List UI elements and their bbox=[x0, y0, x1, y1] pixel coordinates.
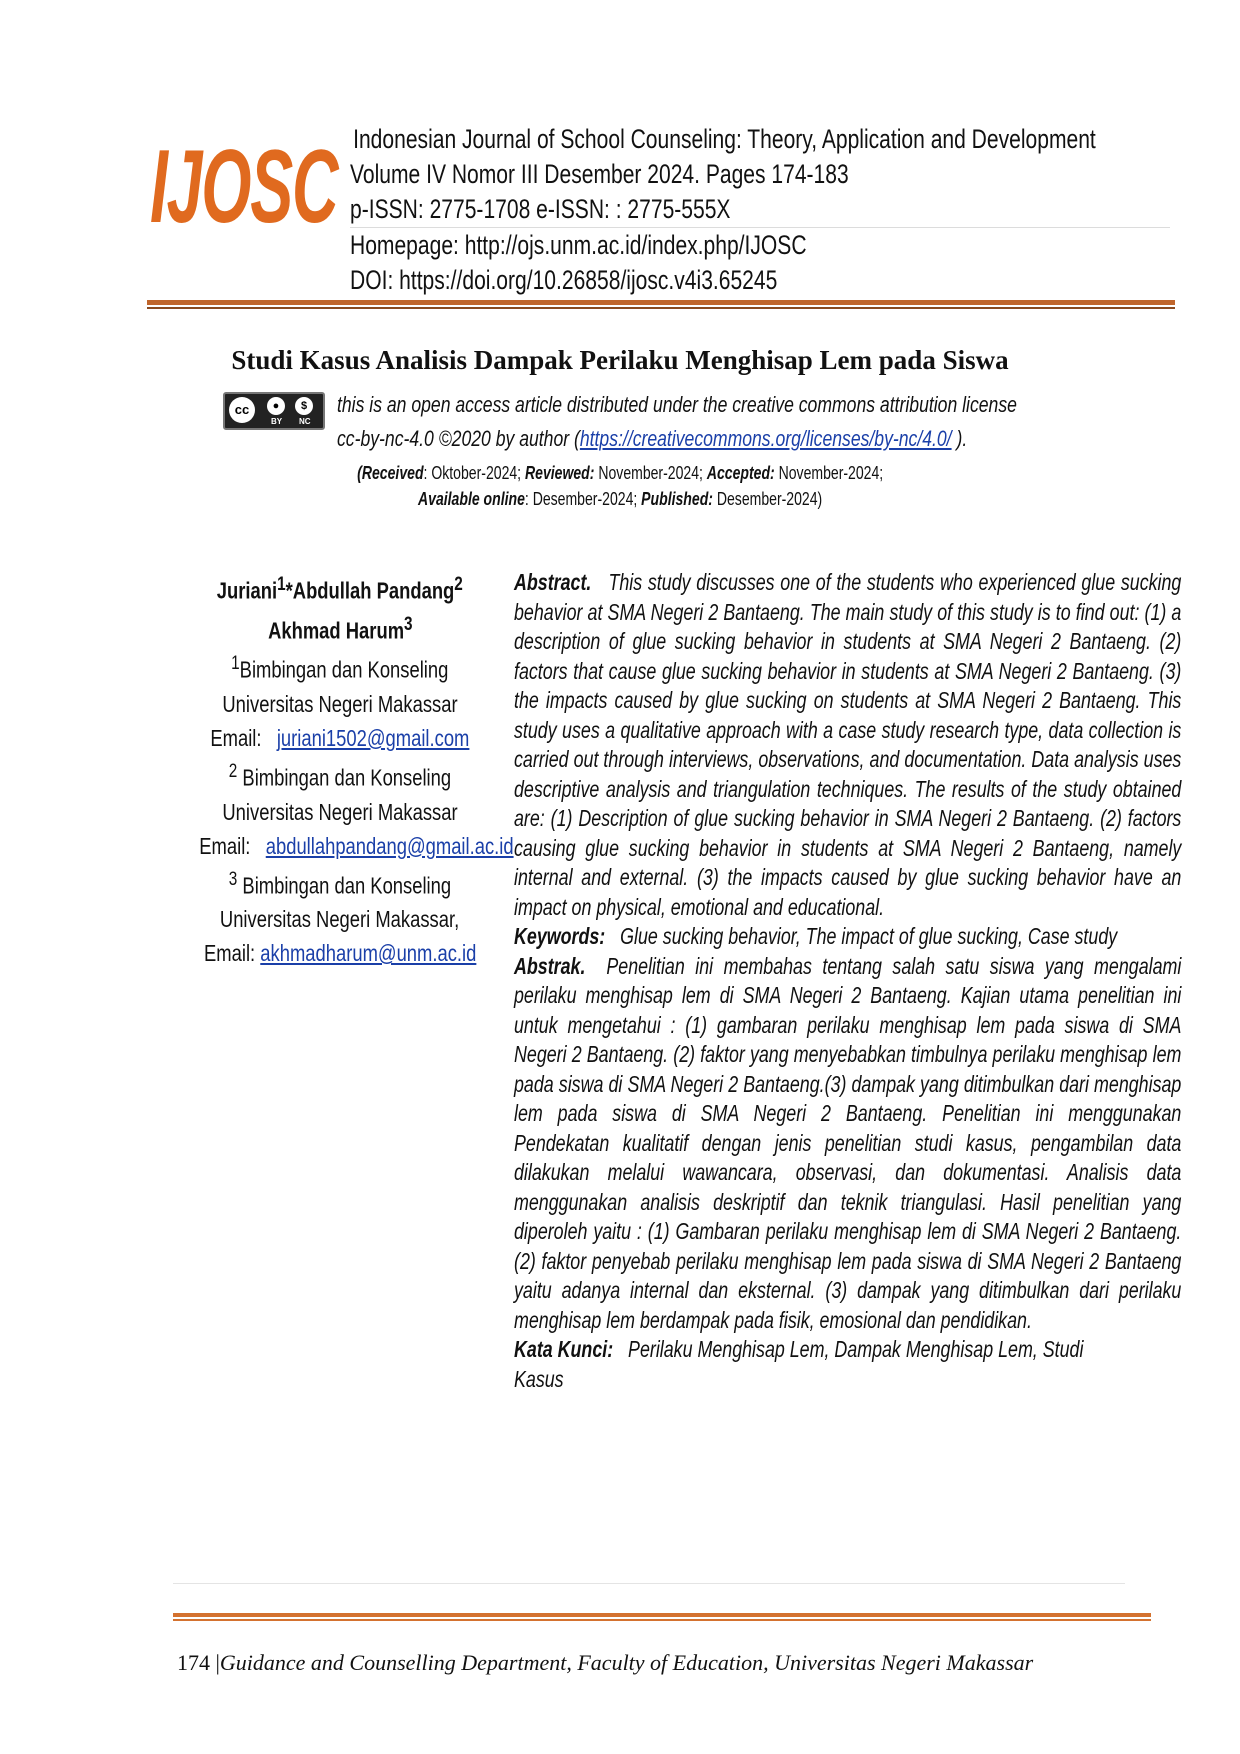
person-icon: ● bbox=[267, 397, 285, 415]
header-rule bbox=[147, 300, 1175, 305]
license-suffix: ). bbox=[951, 426, 968, 451]
abstract-en bbox=[514, 568, 1181, 922]
aff-2-sup: 2 bbox=[228, 760, 238, 782]
footer-text: Guidance and Counselling Department, Faculty of Education, Universitas Negeri Makassar bbox=[219, 1650, 1034, 1675]
email-label: Email: bbox=[203, 940, 261, 967]
aff-2-dept-text: Bimbingan dan Konseling bbox=[237, 764, 452, 791]
author-3-email-link[interactable]: akhmadharum@unm.ac.id bbox=[260, 940, 477, 967]
aff-3-dept-text: Bimbingan dan Konseling bbox=[237, 872, 452, 899]
journal-volume: Volume IV Nomor III Desember 2024. Pages 174-183 bbox=[350, 159, 849, 189]
noncommercial-icon: $ bbox=[295, 397, 313, 415]
cc-license-icon bbox=[223, 392, 325, 430]
cc-icon: cc bbox=[229, 397, 255, 423]
license-prefix: cc-by-nc-4.0 ©2020 by author ( bbox=[337, 426, 580, 451]
author-1-email-link[interactable]: juriani1502@gmail.com bbox=[276, 724, 470, 751]
author-1-sup: 1 bbox=[277, 574, 286, 595]
affiliation-1-univ: Universitas Negeri Makassar bbox=[222, 690, 458, 717]
accepted-label: Accepted: bbox=[706, 463, 775, 483]
keywords-id bbox=[514, 1335, 1181, 1394]
published-date: Desember-2024) bbox=[712, 489, 823, 509]
affiliation-2-dept bbox=[229, 755, 451, 795]
affiliation-3-email bbox=[204, 936, 476, 970]
journal-info bbox=[350, 122, 1170, 298]
journal-logo: IJOSC bbox=[150, 129, 338, 245]
license-line-2 bbox=[337, 422, 977, 456]
reviewed-label: Reviewed: bbox=[524, 463, 595, 483]
dates-line-2 bbox=[418, 486, 822, 512]
keywords-en-text: Glue sucking behavior, The impact of glue sucking, Case study bbox=[620, 923, 1118, 949]
author-2-name: *Abdullah Pandang bbox=[285, 577, 455, 604]
license-link[interactable]: https://creativecommons.org/licenses/by-nc/4.0/ bbox=[579, 426, 952, 451]
author-block bbox=[160, 568, 520, 970]
journal-doi: DOI: https://doi.org/10.26858/ijosc.v4i3.65245 bbox=[350, 265, 778, 295]
header-rule-thin bbox=[147, 307, 1175, 309]
abstract-en-label: Abstract. bbox=[514, 569, 592, 595]
keywords-en bbox=[514, 922, 1181, 952]
aff-1-dept-text: Bimbingan dan Konseling bbox=[239, 656, 449, 683]
affiliation-1-email bbox=[210, 721, 469, 755]
journal-name: Indonesian Journal of School Counseling: Theory, Application and Development bbox=[353, 124, 1096, 154]
publication-dates bbox=[0, 460, 1240, 512]
cc-by-label: BY bbox=[271, 417, 283, 426]
available-label: Available online bbox=[417, 489, 525, 509]
footer-rule bbox=[173, 1613, 1151, 1617]
affiliation-1-dept bbox=[231, 647, 448, 687]
received-date: : Oktober-2024; bbox=[423, 463, 525, 483]
license-statement bbox=[337, 388, 1137, 456]
reviewed-date: November-2024; bbox=[594, 463, 707, 483]
abstract-id-text: Penelitian ini membahas tentang salah satu siswa yang mengalami perilaku menghisap lem di SMA Negeri 2 Bantaeng. Kajian utama penelitian ini untuk mengetahui : (1) gambaran perilaku menghisap lem pada siswa di SMA Negeri 2 Bantaeng. (2) faktor yang menyebabkan timbulnya perilaku menghisap lem pada siswa di SMA Negeri 2 Bantaeng.(3) dampak yang ditimbulkan dari menghisap lem pada siswa di SMA Negeri 2 Bantaeng. Penelitian ini menggunakan Pendekatan kualitatif dengan jenis penelitian studi kasus, pengambilan data dilakukan melalui wawancara, observasi, dan dokumentasi. Analisis data menggunakan analisis deskriptif dan teknik triangulasi. Hasil penelitian yang diperoleh yaitu : (1) Gambaran perilaku menghisap lem di SMA Negeri 2 Bantaeng. (2) faktor penyebab perilaku menghisap lem pada siswa di SMA Negeri 2 Bantaeng yaitu adanya internal dan eksternal. (3) dampak yang ditimbulkan dari perilaku menghisap lem berdampak pada fisik, emosional dan pendidikan. bbox=[514, 952, 1182, 1333]
author-1-name: Juriani bbox=[216, 577, 278, 604]
abstract-id-label: Abstrak. bbox=[514, 952, 586, 979]
abstract-id bbox=[514, 952, 1181, 1336]
dates-line-1: (Received: Oktober-2024; Reviewed: November-2024; Accepted: November-2024; bbox=[356, 463, 884, 483]
license-line-1: this is an open access article distributed under the creative commons attribution license bbox=[337, 392, 1017, 417]
cc-nc-label: NC bbox=[299, 417, 311, 426]
accepted-date: November-2024; bbox=[774, 463, 884, 483]
footer-rule-thin bbox=[173, 1619, 1151, 1621]
affiliation-3-univ: Universitas Negeri Makassar, bbox=[220, 906, 460, 933]
keywords-en-label: Keywords: bbox=[514, 923, 606, 949]
abstract-column bbox=[514, 568, 1182, 1394]
aff-3-sup: 3 bbox=[228, 868, 238, 890]
keywords-id-line-2: Kasus bbox=[514, 1365, 564, 1392]
author-2-sup: 2 bbox=[454, 574, 464, 595]
email-label: Email: bbox=[199, 832, 251, 859]
author-3-name: Akhmad Harum bbox=[267, 617, 404, 644]
affiliation-3-dept bbox=[229, 863, 451, 903]
published-label: Published: bbox=[641, 489, 713, 509]
page-footer bbox=[177, 1650, 1177, 1676]
aff-1-sup: 1 bbox=[231, 653, 240, 675]
email-label: Email: bbox=[210, 724, 262, 751]
affiliation-2-univ: Universitas Negeri Makassar bbox=[222, 798, 458, 825]
journal-homepage: Homepage: http://ojs.unm.ac.id/index.php/IJOSC bbox=[350, 230, 807, 260]
received-label: Received bbox=[361, 463, 424, 483]
available-date: : Desember-2024; bbox=[524, 489, 642, 509]
abstract-en-text: This study discusses one of the students who experienced glue sucking behavior at SMA Negeri 2 Bantaeng. The main study of this study is to find out: (1) a description of glue sucking behavior in students at SMA Negeri 2 Bantaeng. (2) factors that cause glue sucking behavior in students at SMA Negeri 2 Bantaeng. (3) the impacts caused by glue sucking on students at SMA Negeri 2 Bantaeng. This study uses a qualitative approach with a case study research type, data collection is carried out through interviews, observations, and documentation. Data analysis uses descriptive analysis and triangulation techniques. The results of the study obtained are: (1) Description of glue sucking behavior in SMA Negeri 2 Bantaeng. (2) factors causing glue sucking behavior in students at SMA Negeri 2 Bantaeng, namely internal and external. (3) the impacts caused by glue sucking behavior have an impact on physical, emotional and educational. bbox=[514, 569, 1182, 920]
keywords-id-line-1: Perilaku Menghisap Lem, Dampak Menghisap Lem, Studi bbox=[628, 1336, 1084, 1362]
author-names-line-2 bbox=[268, 608, 413, 648]
author-2-email-link[interactable]: abdullahpandang@gmail.ac.id bbox=[265, 832, 514, 859]
footer-rule-light bbox=[173, 1583, 1125, 1584]
page-number: 174 | bbox=[177, 1650, 220, 1675]
author-names-line-1 bbox=[217, 568, 463, 608]
affiliation-2-email bbox=[199, 829, 513, 863]
paper-title: Studi Kasus Analisis Dampak Perilaku Menghisap Lem pada Siswa bbox=[231, 345, 1009, 375]
author-3-sup: 3 bbox=[403, 613, 413, 635]
keywords-id-label: Kata Kunci: bbox=[514, 1336, 614, 1362]
journal-issn: p-ISSN: 2775-1708 e-ISSN: : 2775-555X bbox=[350, 194, 731, 224]
